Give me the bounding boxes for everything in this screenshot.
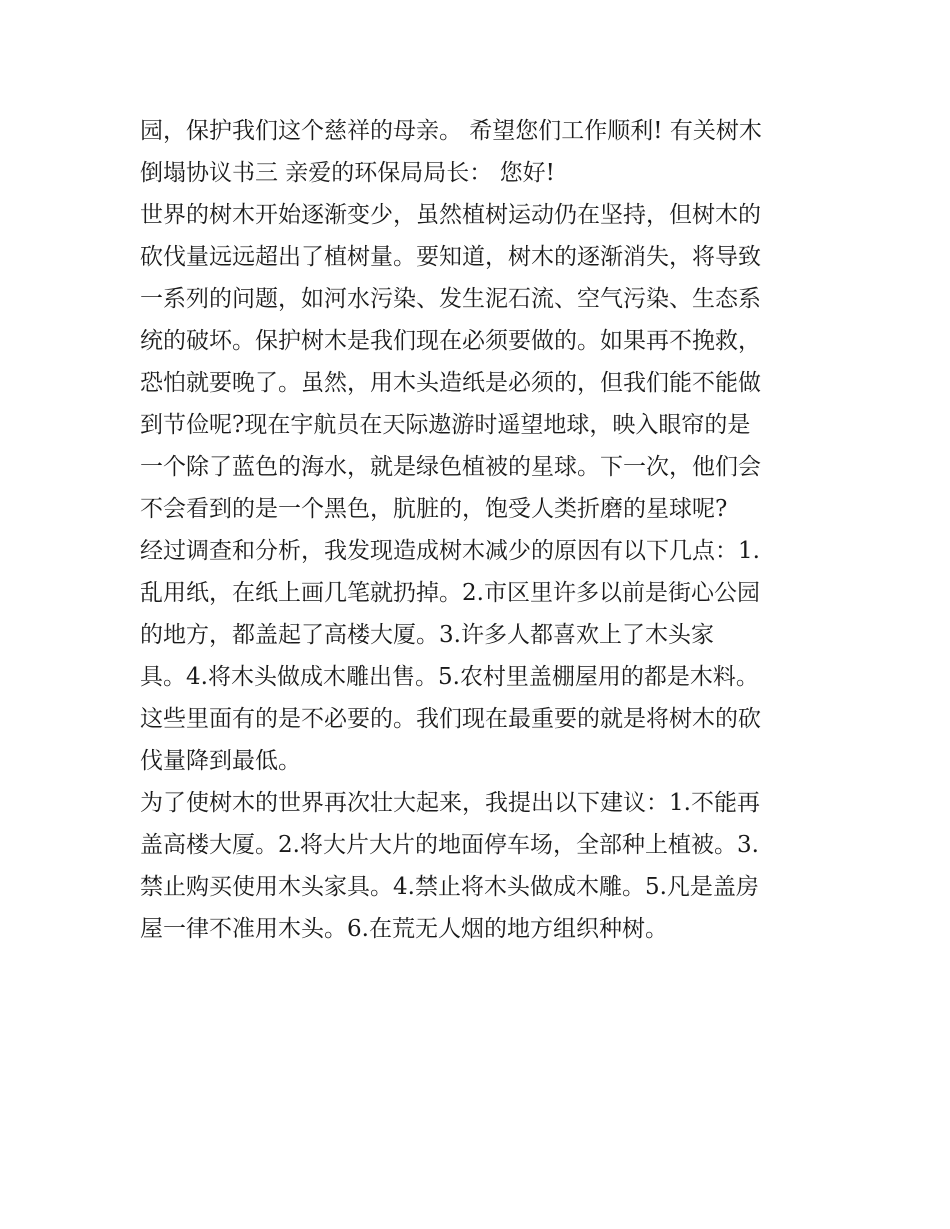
text-line: 一系列的问题，如河水污染、发生泥石流、空气污染、生态系 [140, 286, 761, 312]
text-line: 为了使树木的世界再次壮大起来，我提出以下建议：1.不能再 [140, 790, 760, 816]
text-line: 的地方，都盖起了高楼大厦。3.许多人都喜欢上了木头家 [140, 622, 714, 648]
text-line: 这些里面有的是不必要的。我们现在最重要的就是将树木的砍 [140, 706, 761, 732]
text-line: 园，保护我们这个慈祥的母亲。 希望您们工作顺利! 有关树木 [140, 118, 762, 144]
text-line: 乱用纸，在纸上画几笔就扔掉。2.市区里许多以前是街心公园 [140, 580, 760, 606]
text-line: 禁止购买使用木头家具。4.禁止将木头做成木雕。5.凡是盖房 [140, 874, 759, 900]
text-line: 不会看到的是一个黑色，肮脏的，饱受人类折磨的星球呢? [140, 496, 728, 522]
text-line: 盖高楼大厦。2.将大片大片的地面停车场，全部种上植被。3. [140, 832, 759, 858]
text-line: 恐怕就要晚了。虽然，用木头造纸是必须的，但我们能不能做 [140, 370, 761, 396]
text-line: 统的破坏。保护树木是我们现在必须要做的。如果再不挽救， [140, 328, 761, 354]
text-line: 经过调查和分析，我发现造成树木减少的原因有以下几点：1. [140, 538, 760, 564]
text-line: 到节俭呢?现在宇航员在天际遨游时遥望地球，映入眼帘的是 [140, 412, 751, 438]
text-line: 一个除了蓝色的海水，就是绿色植被的星球。下一次，他们会 [140, 454, 761, 480]
text-line: 倒塌协议书三 亲爱的环保局局长： 您好! [140, 160, 555, 186]
text-line: 具。4.将木头做成木雕出售。5.农村里盖棚屋用的都是木料。 [140, 664, 759, 690]
text-line: 伐量降到最低。 [140, 748, 301, 774]
text-line: 砍伐量远远超出了植树量。要知道，树木的逐渐消失，将导致 [140, 244, 761, 270]
text-line: 屋一律不准用木头。6.在荒无人烟的地方组织种树。 [140, 916, 668, 942]
document-body [140, 110, 820, 950]
text-line: 世界的树木开始逐渐变少，虽然植树运动仍在坚持，但树木的 [140, 202, 761, 228]
